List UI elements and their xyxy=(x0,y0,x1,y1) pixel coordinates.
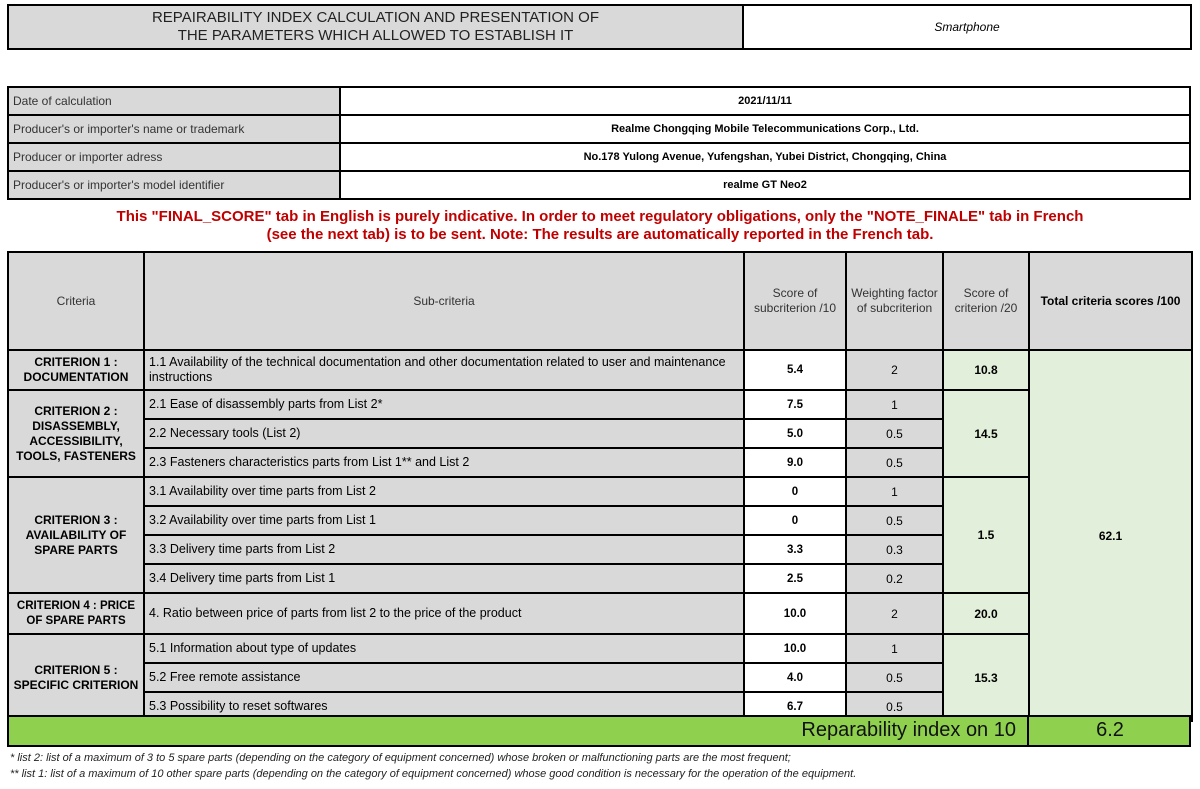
sub-criterion-label: 3.4 Delivery time parts from List 1 xyxy=(144,564,744,593)
warning-line-1: This "FINAL_SCORE" tab in English is purely indicative. In order to meet regulatory obligations, only the "NOTE_FINALE" tab in French xyxy=(116,208,1084,225)
footnote-list-2: * list 2: list of a maximum of 3 to 5 spare parts (depending on the category of equipment concerned) whose broken or malfunctioning parts are the most frequent; xyxy=(10,752,791,764)
info-label: Producer's or importer's name or trademark xyxy=(8,115,340,143)
index-value: 6.2 xyxy=(1096,719,1124,741)
info-row xyxy=(8,87,1190,115)
table-row xyxy=(8,350,1192,390)
criterion-score: 1.5 xyxy=(943,477,1029,593)
sub-criterion-label: 2.1 Ease of disassembly parts from List 2* xyxy=(144,390,744,419)
sub-criterion-label: 2.2 Necessary tools (List 2) xyxy=(144,419,744,448)
criterion-score: 20.0 xyxy=(943,593,1029,634)
info-value: realme GT Neo2 xyxy=(340,171,1190,199)
sub-criterion-score: 9.0 xyxy=(744,448,846,477)
sub-criterion-score: 0 xyxy=(744,477,846,506)
criterion-name: CRITERION 4 : PRICE OF SPARE PARTS xyxy=(8,593,144,634)
warning-line-2: (see the next tab) is to be sent. Note: The results are automatically reported in the French tab. xyxy=(266,226,934,243)
header-criteria: Criteria xyxy=(8,252,144,350)
total-criteria-score: 62.1 xyxy=(1029,350,1192,721)
table-row xyxy=(8,390,1192,419)
sub-criterion-score: 7.5 xyxy=(744,390,846,419)
sub-criterion-score: 2.5 xyxy=(744,564,846,593)
footnote-list-1: ** list 1: list of a maximum of 10 other spare parts (depending on the category of equipment concerned) whose good condition is necessary for the operation of the equipment. xyxy=(10,768,857,780)
product-type xyxy=(742,4,1192,50)
header-row xyxy=(8,252,1192,350)
info-value: No.178 Yulong Avenue, Yufengshan, Yubei District, Chongqing, China xyxy=(340,143,1190,171)
sub-criterion-label: 1.1 Availability of the technical documentation and other documentation related to user and maintenance instructions xyxy=(144,350,744,390)
sub-criterion-score: 10.0 xyxy=(744,634,846,663)
warning-notice xyxy=(0,208,1200,244)
sub-criterion-score: 6.7 xyxy=(744,692,846,721)
sub-criterion-score: 4.0 xyxy=(744,663,846,692)
info-value: Realme Chongqing Mobile Telecommunications Corp., Ltd. xyxy=(340,115,1190,143)
sub-criterion-score: 10.0 xyxy=(744,593,846,634)
sub-criterion-label: 5.3 Possibility to reset softwares xyxy=(144,692,744,721)
sub-criterion-weight: 2 xyxy=(846,350,943,390)
sub-criterion-score: 5.4 xyxy=(744,350,846,390)
header-weighting: Weighting factor of subcriterion xyxy=(846,252,943,350)
criterion-score: 14.5 xyxy=(943,390,1029,477)
table-row xyxy=(8,634,1192,663)
table-row xyxy=(8,593,1192,634)
criterion-name: CRITERION 2 : DISASSEMBLY, ACCESSIBILITY, TOOLS, FASTENERS xyxy=(8,390,144,477)
header-sub-criteria: Sub-criteria xyxy=(144,252,744,350)
page-title xyxy=(7,4,744,50)
info-label: Date of calculation xyxy=(8,87,340,115)
sub-criterion-weight: 0.5 xyxy=(846,419,943,448)
header-score-crit: Score of criterion /20 xyxy=(943,252,1029,350)
table-row xyxy=(8,477,1192,506)
score-table xyxy=(7,251,1193,722)
criterion-name: CRITERION 5 : SPECIFIC CRITERION xyxy=(8,634,144,721)
sub-criterion-weight: 0.5 xyxy=(846,663,943,692)
sub-criterion-weight: 1 xyxy=(846,477,943,506)
header-total: Total criteria scores /100 xyxy=(1029,252,1192,350)
info-label: Producer's or importer's model identifier xyxy=(8,171,340,199)
title-line-2: THE PARAMETERS WHICH ALLOWED TO ESTABLISH IT xyxy=(177,27,574,44)
sub-criterion-weight: 0.5 xyxy=(846,448,943,477)
sub-criterion-weight: 1 xyxy=(846,390,943,419)
criterion-score: 15.3 xyxy=(943,634,1029,721)
header-score-sub: Score of subcriterion /10 xyxy=(744,252,846,350)
sub-criterion-label: 4. Ratio between price of parts from list 2 to the price of the product xyxy=(144,593,744,634)
index-label: Reparability index on 10 xyxy=(801,719,1016,741)
info-label: Producer or importer adress xyxy=(8,143,340,171)
criterion-score: 10.8 xyxy=(943,350,1029,390)
info-value: 2021/11/11 xyxy=(340,87,1190,115)
info-row xyxy=(8,143,1190,171)
sub-criterion-weight: 0.5 xyxy=(846,506,943,535)
sub-criterion-label: 5.2 Free remote assistance xyxy=(144,663,744,692)
info-row xyxy=(8,171,1190,199)
sub-criterion-weight: 0.3 xyxy=(846,535,943,564)
sub-criterion-score: 3.3 xyxy=(744,535,846,564)
sub-criterion-label: 3.3 Delivery time parts from List 2 xyxy=(144,535,744,564)
sub-criterion-weight: 2 xyxy=(846,593,943,634)
sub-criterion-label: 3.1 Availability over time parts from List 2 xyxy=(144,477,744,506)
sub-criterion-label: 3.2 Availability over time parts from List 1 xyxy=(144,506,744,535)
sub-criterion-weight: 0.2 xyxy=(846,564,943,593)
criterion-name: CRITERION 1 : DOCUMENTATION xyxy=(8,350,144,390)
sub-criterion-label: 2.3 Fasteners characteristics parts from List 1** and List 2 xyxy=(144,448,744,477)
sub-criterion-score: 5.0 xyxy=(744,419,846,448)
sub-criterion-weight: 1 xyxy=(846,634,943,663)
sub-criterion-weight: 0.5 xyxy=(846,692,943,721)
producer-info-table xyxy=(7,86,1191,200)
title-line-1: REPAIRABILITY INDEX CALCULATION AND PRESENTATION OF xyxy=(151,9,600,26)
sub-criterion-label: 5.1 Information about type of updates xyxy=(144,634,744,663)
criterion-name: CRITERION 3 : AVAILABILITY OF SPARE PARTS xyxy=(8,477,144,593)
info-row xyxy=(8,115,1190,143)
product-type-label: Smartphone xyxy=(934,20,1000,34)
sub-criterion-score: 0 xyxy=(744,506,846,535)
